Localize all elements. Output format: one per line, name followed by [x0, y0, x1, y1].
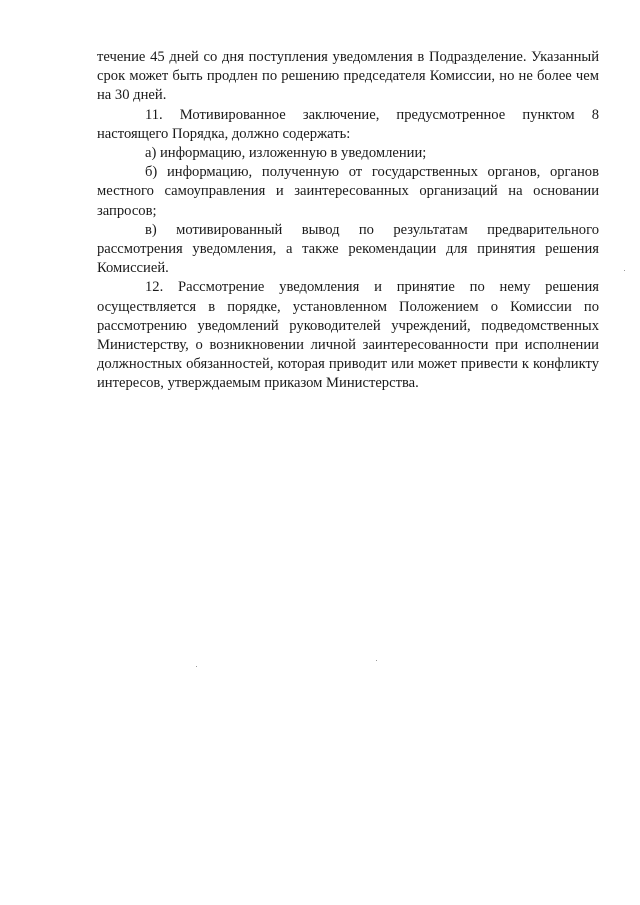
document-body — [97, 48, 599, 394]
paragraph-11-item-c: в) мотивированный вывод по результатам предварительного рассмотрения уведомления, а также рекомендации для принятия решения Комиссией. — [97, 221, 599, 277]
paragraph-11: 11. Мотивированное заключение, предусмотренное пунктом 8 настоящего Порядка, должно содержать: — [97, 106, 599, 142]
scan-speck — [376, 660, 377, 661]
paragraph-12: 12. Рассмотрение уведомления и принятие по нему решения осуществляется в порядке, установленном Положением о Комиссии по рассмотрению уведомлений руководителей учреждений, подведомственных Министерству, о возникновении личной заинтересованности при исполнении должностных обязанностей, которая приводит или может привести к конфликту интересов, утверждаемым приказом Министерства. — [97, 279, 599, 392]
paragraph-11-item-b: б) информацию, полученную от государственных органов, органов местного самоуправления и заинтересованных организаций на основании запросов; — [97, 164, 599, 219]
paragraph-11-item-a: а) информацию, изложенную в уведомлении; — [145, 145, 427, 162]
scan-speck — [196, 666, 197, 667]
paragraph-deadline: течение 45 дней со дня поступления уведомления в Подразделение. Указанный срок может быть продлен по решению председателя Комиссии, но не более чем на 30 дней. — [97, 49, 599, 104]
scan-speck — [624, 270, 625, 271]
